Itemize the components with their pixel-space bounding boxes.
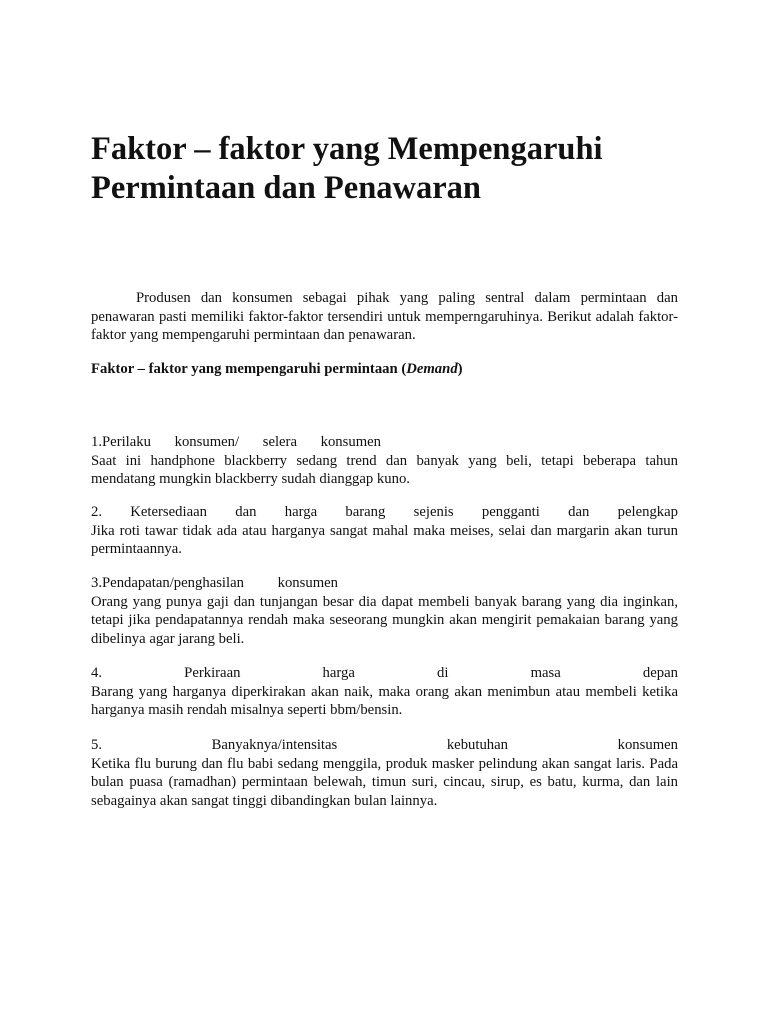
section-heading: [91, 360, 678, 379]
factor-text: Saat ini handphone blackberry sedang trend dan banyak yang beli, tetapi beberapa tahun mendatang mungkin blackberry sudah dianggap kuno.: [91, 452, 678, 488]
factor-text: Jika roti tawar tidak ada atau harganya sangat mahal maka meises, selai dan margarin akan turun permintaannya.: [91, 522, 678, 558]
section-heading-text: Faktor – faktor yang mempengaruhi permintaan (: [91, 361, 407, 377]
section-heading-emphasis: Demand: [406, 361, 458, 377]
factor-heading: 5. Banyaknya/intensitas kebutuhan konsumen: [91, 737, 678, 753]
intro-paragraph: Produsen dan konsumen sebagai pihak yang paling sentral dalam permintaan dan penawaran pasti memiliki faktor-faktor tersendiri untuk memperngaruhinya. Berikut adalah faktor-faktor yang mempengaruhi permintaan dan penawaran.: [91, 290, 678, 344]
factor-heading: 3.Pendapatan/penghasilan konsumen: [91, 575, 338, 591]
factor-heading: 1.Perilaku konsumen/ selera konsumen: [91, 434, 381, 450]
factor-1: [91, 433, 678, 489]
section-heading-close: ): [457, 361, 463, 377]
factor-2: [91, 503, 678, 559]
factor-4: [91, 664, 678, 720]
factor-text: Barang yang harganya diperkirakan akan naik, maka orang akan menimbun atau membeli ketika harganya masih rendah misalnya seperti bbm/bensin.: [91, 683, 678, 719]
title-line-1: Faktor – faktor yang Mempengaruhi: [91, 131, 603, 167]
factor-heading: 4. Perkiraan harga di masa depan: [91, 665, 678, 681]
factor-5: [91, 736, 678, 811]
factor-3: [91, 574, 678, 649]
title-line-2: Permintaan dan Penawaran: [91, 170, 481, 206]
document-title: [91, 130, 691, 208]
factor-text: Ketika flu burung dan flu babi sedang menggila, produk masker pelindung akan sangat laris. Pada bulan puasa (ramadhan) permintaan belewah, timun suri, cincau, sirup, es batu, kurma, dan lain sebagainya akan sangat tinggi dibandingkan bulan lainnya.: [91, 755, 678, 810]
factor-text: Orang yang punya gaji dan tunjangan besar dia dapat membeli banyak barang yang dia inginkan, tetapi jika pendapatannya rendah maka seseorang mungkin akan mengirit pemakaian barang yang dibelinya agar jarang beli.: [91, 593, 678, 648]
factor-heading: 2. Ketersediaan dan harga barang sejenis pengganti dan pelengkap: [91, 504, 678, 520]
